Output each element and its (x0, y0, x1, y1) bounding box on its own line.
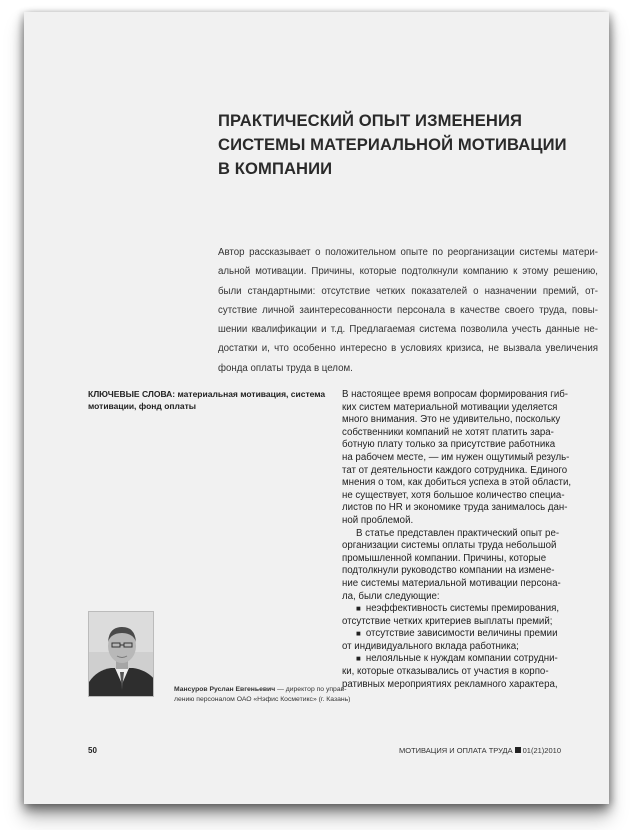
body-line: мнения о том, как добиться успеха в этой области, (342, 477, 572, 489)
bullet-line: отсутствие четких критериев выплаты премий; (342, 615, 553, 627)
bullet-line: от индивидуального вклада работника; (342, 640, 519, 652)
title-line: ПРАКТИЧЕСКИЙ ОПЫТ ИЗМЕНЕНИЯ (218, 111, 523, 130)
keywords-block (88, 388, 338, 412)
bullet-square-icon: ■ (356, 604, 361, 614)
lead-line: были стандартными: отсутствие четких показателей о назначении премий, от- (218, 285, 598, 297)
author-photo (88, 611, 154, 697)
bullet-line (342, 628, 588, 641)
bullet-line (342, 603, 588, 616)
caption-line: лению персоналом ОАО «Нэфис Косметикс» (г. Казань) (174, 696, 351, 703)
body-line: В статье представлен практический опыт ре- (356, 527, 560, 539)
running-footer (399, 746, 561, 755)
author-name: Мансуров Руслан Евгеньевич (174, 686, 276, 693)
keywords-text: материальная мотивация, система мотивации, фонд оплаты (88, 389, 326, 411)
body-line: ние системы материальной мотивации персона- (342, 577, 561, 589)
body-line: не существует, хотя большое количество специа- (342, 489, 565, 501)
body-line: ких систем материальной мотивации уделяется (342, 401, 558, 413)
body-line: на рабочем месте, — им нужен ощутимый резуль- (342, 451, 570, 463)
journal-name: МОТИВАЦИЯ И ОПЛАТА ТРУДА (398, 746, 513, 755)
author-role: — директор по управ- (275, 686, 347, 693)
author-caption (174, 685, 354, 705)
body-line: ботную плату только за присутствие работника (342, 439, 556, 451)
bullet-line: ративных мероприятиях рекламного характера, (342, 678, 558, 690)
body-line: ла, были следующие: (342, 590, 440, 602)
body-line: ной проблемой. (342, 514, 414, 526)
bullet-line: ки, которые отказывались от участия в корпо- (342, 666, 549, 678)
body-line: много внимания. Это не удивительно, поскольку (342, 414, 561, 426)
article-title (218, 109, 578, 181)
bullet-text: неэффективность системы премирования, (365, 603, 560, 615)
bullet-square-icon: ■ (356, 654, 361, 664)
body-line: организации системы оплаты труда небольшой (342, 540, 557, 552)
lead-line: шении квалификации и т.д. Предлагаемая система позволила учесть данные не- (218, 324, 598, 336)
title-line: СИСТЕМЫ МАТЕРИАЛЬНОЙ МОТИВАЦИИ (218, 135, 567, 154)
body-line: листов по HR и экономике труда занималось дан- (342, 502, 568, 514)
magazine-page (24, 12, 609, 804)
lead-line: фонда оплаты труда в целом. (218, 362, 353, 374)
page-number: 50 (88, 746, 97, 755)
body-line: тат от деятельности каждого сотрудника. Единого (342, 464, 568, 476)
keywords-label: КЛЮЧЕВЫЕ СЛОВА: (88, 389, 176, 399)
bullet-line (342, 653, 588, 666)
bullet-text: отсутствие зависимости величины премии (365, 628, 558, 640)
bullet-square-icon: ■ (356, 629, 361, 639)
square-separator-icon (515, 747, 521, 753)
lead-line: альной мотивации. Причины, которые подтолкнули компанию к этому решению, (218, 266, 598, 278)
caption-line (174, 685, 354, 695)
bullet-text: нелояльные к нуждам компании сотрудни- (365, 653, 558, 665)
body-line: промышленной компании. Причины, которые (342, 552, 547, 564)
body-line: подтолкнули руководство компании на измене- (342, 565, 555, 577)
body-line: В настоящее время вопросам формирования гиб- (342, 389, 569, 400)
lead-line: Автор рассказывает о положительном опыте по реорганизации системы матери- (218, 247, 598, 258)
article-body (342, 389, 588, 691)
article-lead (218, 243, 598, 378)
portrait-image (89, 612, 154, 697)
title-line: В КОМПАНИИ (218, 159, 333, 178)
lead-line: сутствие личной заинтересованности персонала в качестве своего труда, повы- (218, 304, 598, 316)
body-line: собственники компаний не хотят платить зара- (342, 426, 554, 438)
journal-issue: 01(21)2010 (522, 746, 561, 755)
lead-line: достатки и, что особенно интересно в условиях кризиса, не вызвала увеличения (218, 343, 598, 355)
